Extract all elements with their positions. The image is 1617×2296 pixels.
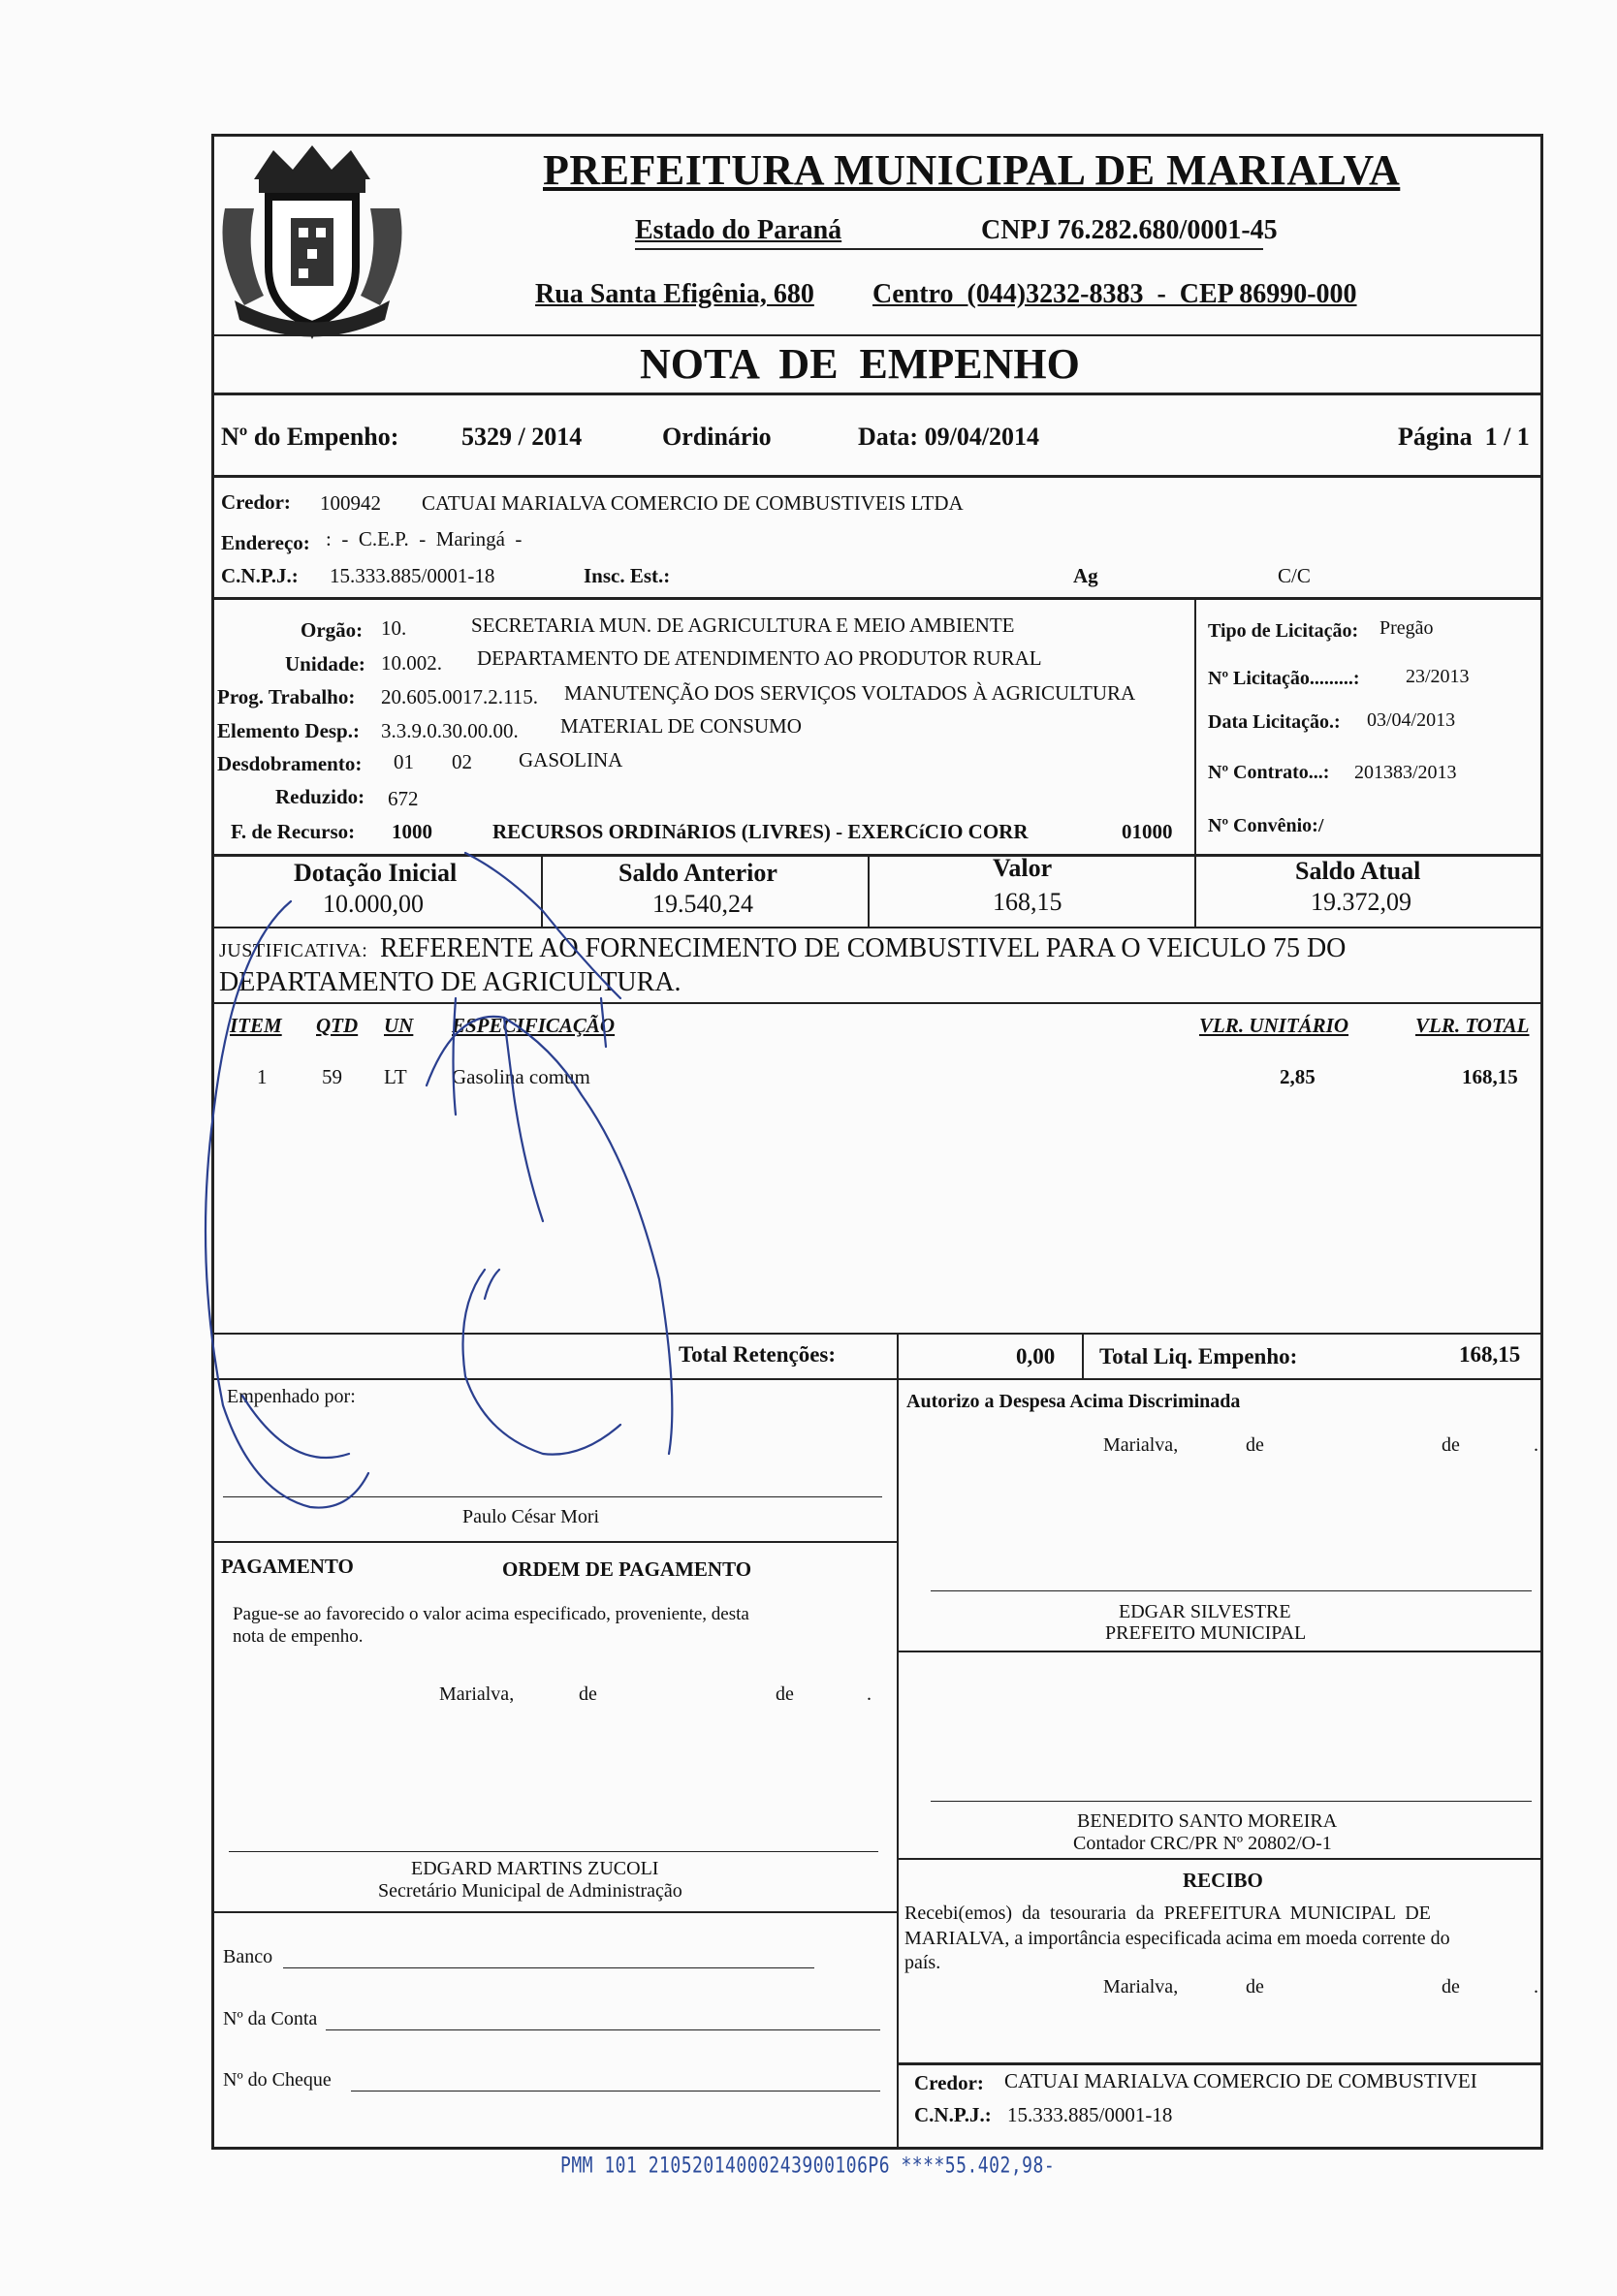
cheque-field[interactable]	[351, 2091, 880, 2092]
retencoes-label: Total Retenções:	[679, 1342, 837, 1367]
desdobramento-desc: GASOLINA	[519, 748, 623, 771]
city-cnpj: CNPJ 76.282.680/0001-45	[981, 215, 1278, 245]
recibo-de-2: de	[1442, 1976, 1460, 1997]
prefeito-signature-line	[931, 1590, 1532, 1591]
empenhado-signer: Paulo César Mori	[462, 1506, 600, 1527]
orgao-label: Orgão:	[301, 618, 364, 642]
empenho-number: 5329 / 2014	[461, 423, 583, 451]
recibo-line-1: Recebi(emos) da tesouraria da PREFEITURA MUNICIPAL DE	[904, 1903, 1431, 1924]
recibo-line-2: MARIALVA, a importância especificada acima em moeda corrente do	[904, 1928, 1450, 1949]
pagamento-text-2: nota de empenho.	[233, 1626, 364, 1647]
banco-field[interactable]	[283, 1967, 814, 1968]
page-number: Página 1 / 1	[1398, 423, 1530, 451]
creditor-cnpj: 15.333.885/0001-18	[330, 564, 495, 587]
contrato-label: Nº Contrato...:	[1208, 762, 1330, 783]
ordem-pagamento-label: ORDEM DE PAGAMENTO	[502, 1557, 752, 1581]
empenhado-signature-line	[223, 1496, 882, 1497]
autorizo-de-1: de	[1246, 1434, 1264, 1456]
prefeito-role: PREFEITO MUNICIPAL	[1105, 1622, 1307, 1644]
elemento-label: Elemento Desp.:	[217, 719, 360, 742]
col-qtd: QTD	[316, 1014, 359, 1037]
col-un: UN	[384, 1014, 414, 1037]
secretario-name: EDGARD MARTINS ZUCOLI	[411, 1858, 659, 1879]
prog-desc: MANUTENÇÃO DOS SERVIÇOS VOLTADOS À AGRICULTURA	[564, 681, 1136, 705]
prog-code: 20.605.0017.2.115.	[381, 685, 538, 708]
state-name: Estado do Paraná	[635, 215, 842, 245]
ag-label: Ag	[1073, 564, 1098, 587]
conta-label: Nº da Conta	[223, 2008, 318, 2029]
saldo-anterior-value: 19.540,24	[652, 890, 753, 918]
reduzido-code: 672	[388, 787, 419, 810]
saldo-anterior-label: Saldo Anterior	[618, 859, 777, 887]
pagamento-dot: .	[867, 1683, 872, 1705]
footer-creditor-name: CATUAI MARIALVA COMERCIO DE COMBUSTIVEI	[1004, 2069, 1477, 2092]
item-qtd: 59	[322, 1065, 342, 1088]
num-licitacao-value: 23/2013	[1406, 666, 1470, 687]
justificativa-line-1: REFERENTE AO FORNECIMENTO DE COMBUSTIVEL PARA O VEICULO 75 DO	[380, 933, 1347, 963]
fonte-code-2: 01000	[1122, 820, 1173, 843]
item-number: 1	[257, 1065, 268, 1088]
recibo-line-3: país.	[904, 1952, 941, 1973]
secretario-role: Secretário Municipal de Administração	[378, 1880, 682, 1902]
tipo-licitacao-value: Pregão	[1379, 617, 1434, 639]
valor-value: 168,15	[993, 888, 1062, 916]
banco-label: Banco	[223, 1946, 273, 1967]
cc-label: C/C	[1278, 564, 1311, 587]
col-unit-price: VLR. UNITÁRIO	[1199, 1014, 1349, 1037]
col-item: ITEM	[230, 1014, 282, 1037]
empenho-date: Data: 09/04/2014	[858, 423, 1040, 451]
address-value: : - C.E.P. - Maringá -	[326, 527, 523, 550]
recibo-de-1: de	[1246, 1976, 1264, 1997]
justificativa-label: JUSTIFICATIVA:	[219, 940, 368, 961]
recibo-dot: .	[1534, 1976, 1538, 1997]
city-hall-title: PREFEITURA MUNICIPAL DE MARIALVA	[543, 146, 1401, 194]
document-title: NOTA DE EMPENHO	[640, 340, 1080, 388]
street-address: Rua Santa Efigênia, 680	[535, 279, 814, 309]
creditor-name: CATUAI MARIALVA COMERCIO DE COMBUSTIVEIS LTDA	[422, 491, 964, 515]
municipal-coat-of-arms	[215, 141, 409, 339]
empenho-type: Ordinário	[662, 423, 772, 451]
autorizo-de-2: de	[1442, 1434, 1460, 1456]
tipo-licitacao-label: Tipo de Licitação:	[1208, 620, 1359, 642]
contador-role: Contador CRC/PR Nº 20802/O-1	[1073, 1833, 1332, 1854]
unidade-code: 10.002.	[381, 651, 442, 675]
reduzido-label: Reduzido:	[275, 785, 365, 808]
footer-creditor-label: Credor:	[914, 2071, 984, 2094]
data-licitacao-value: 03/04/2013	[1367, 709, 1456, 731]
data-licitacao-label: Data Licitação.:	[1208, 711, 1341, 733]
pagamento-de-2: de	[776, 1683, 794, 1705]
saldo-atual-value: 19.372,09	[1311, 888, 1411, 916]
desdobramento-label: Desdobramento:	[217, 752, 363, 775]
desdobramento-code-1: 01	[394, 750, 414, 773]
elemento-desc: MATERIAL DE CONSUMO	[560, 714, 802, 738]
secretario-signature-line	[229, 1851, 878, 1852]
creditor-label: Credor:	[221, 490, 291, 514]
retencoes-value: 0,00	[1016, 1344, 1056, 1368]
autorizo-dot: .	[1534, 1434, 1538, 1456]
convenio-label: Nº Convênio:/	[1208, 815, 1324, 836]
prog-label: Prog. Trabalho:	[217, 685, 356, 708]
pagamento-de-1: de	[579, 1683, 597, 1705]
item-total: 168,15	[1462, 1065, 1518, 1088]
creditor-code: 100942	[320, 491, 381, 515]
pagamento-label: PAGAMENTO	[221, 1555, 354, 1578]
orgao-code: 10.	[381, 616, 407, 640]
prefeito-name: EDGAR SILVESTRE	[1119, 1601, 1291, 1622]
item-spec: Gasolina comum	[452, 1065, 590, 1088]
num-licitacao-label: Nº Licitação.........:	[1208, 668, 1360, 689]
contador-name: BENEDITO SANTO MOREIRA	[1077, 1810, 1338, 1832]
liq-empenho-label: Total Liq. Empenho:	[1099, 1344, 1298, 1368]
autorizo-label: Autorizo a Despesa Acima Discriminada	[906, 1391, 1241, 1412]
fonte-code: 1000	[392, 820, 432, 843]
cnpj-label: C.N.P.J.:	[221, 564, 299, 587]
autorizo-city: Marialva,	[1103, 1434, 1179, 1456]
col-total: VLR. TOTAL	[1415, 1014, 1530, 1037]
valor-label: Valor	[993, 854, 1053, 882]
justificativa-line-2: DEPARTAMENTO DE AGRICULTURA.	[219, 967, 682, 997]
unidade-desc: DEPARTAMENTO DE ATENDIMENTO AO PRODUTOR RURAL	[477, 646, 1042, 670]
recibo-city: Marialva,	[1103, 1976, 1179, 1997]
empenho-label: Nº do Empenho:	[221, 423, 399, 451]
fonte-label: F. de Recurso:	[231, 820, 356, 843]
empenhado-por-label: Empenhado por:	[227, 1386, 356, 1407]
desdobramento-code-2: 02	[452, 750, 472, 773]
pagamento-city: Marialva,	[439, 1683, 515, 1705]
elemento-code: 3.3.9.0.30.00.00.	[381, 719, 519, 742]
saldo-atual-label: Saldo Atual	[1295, 857, 1421, 885]
liq-empenho-value: 168,15	[1459, 1342, 1521, 1367]
item-un: LT	[384, 1065, 407, 1088]
conta-field[interactable]	[326, 2029, 880, 2030]
contador-signature-line	[931, 1801, 1532, 1802]
bank-stamp-code: PMM 101 21052014000243900106P6 ****55.402,98-	[560, 2153, 1056, 2179]
pagamento-text-1: Pague-se ao favorecido o valor acima especificado, proveniente, desta	[233, 1604, 749, 1624]
item-unit-price: 2,85	[1280, 1065, 1316, 1088]
contrato-value: 201383/2013	[1354, 762, 1457, 783]
unidade-label: Unidade:	[285, 652, 365, 676]
dotacao-label: Dotação Inicial	[294, 859, 458, 887]
footer-cnpj-value: 15.333.885/0001-18	[1007, 2103, 1173, 2126]
fonte-desc: RECURSOS ORDINáRIOS (LIVRES) - EXERCíCIO CORR	[492, 820, 1029, 843]
address-label: Endereço:	[221, 531, 310, 554]
recibo-label: RECIBO	[1183, 1869, 1263, 1892]
col-especificacao: ESPECIFICAÇÃO	[452, 1014, 616, 1037]
footer-cnpj-label: C.N.P.J.:	[914, 2103, 992, 2126]
district-phone-cep: Centro (044)3232-8383 - CEP 86990-000	[872, 279, 1357, 309]
dotacao-value: 10.000,00	[323, 890, 424, 918]
orgao-desc: SECRETARIA MUN. DE AGRICULTURA E MEIO AMBIENTE	[471, 613, 1015, 637]
insc-est-label: Insc. Est.:	[584, 564, 671, 587]
cheque-label: Nº do Cheque	[223, 2069, 332, 2091]
